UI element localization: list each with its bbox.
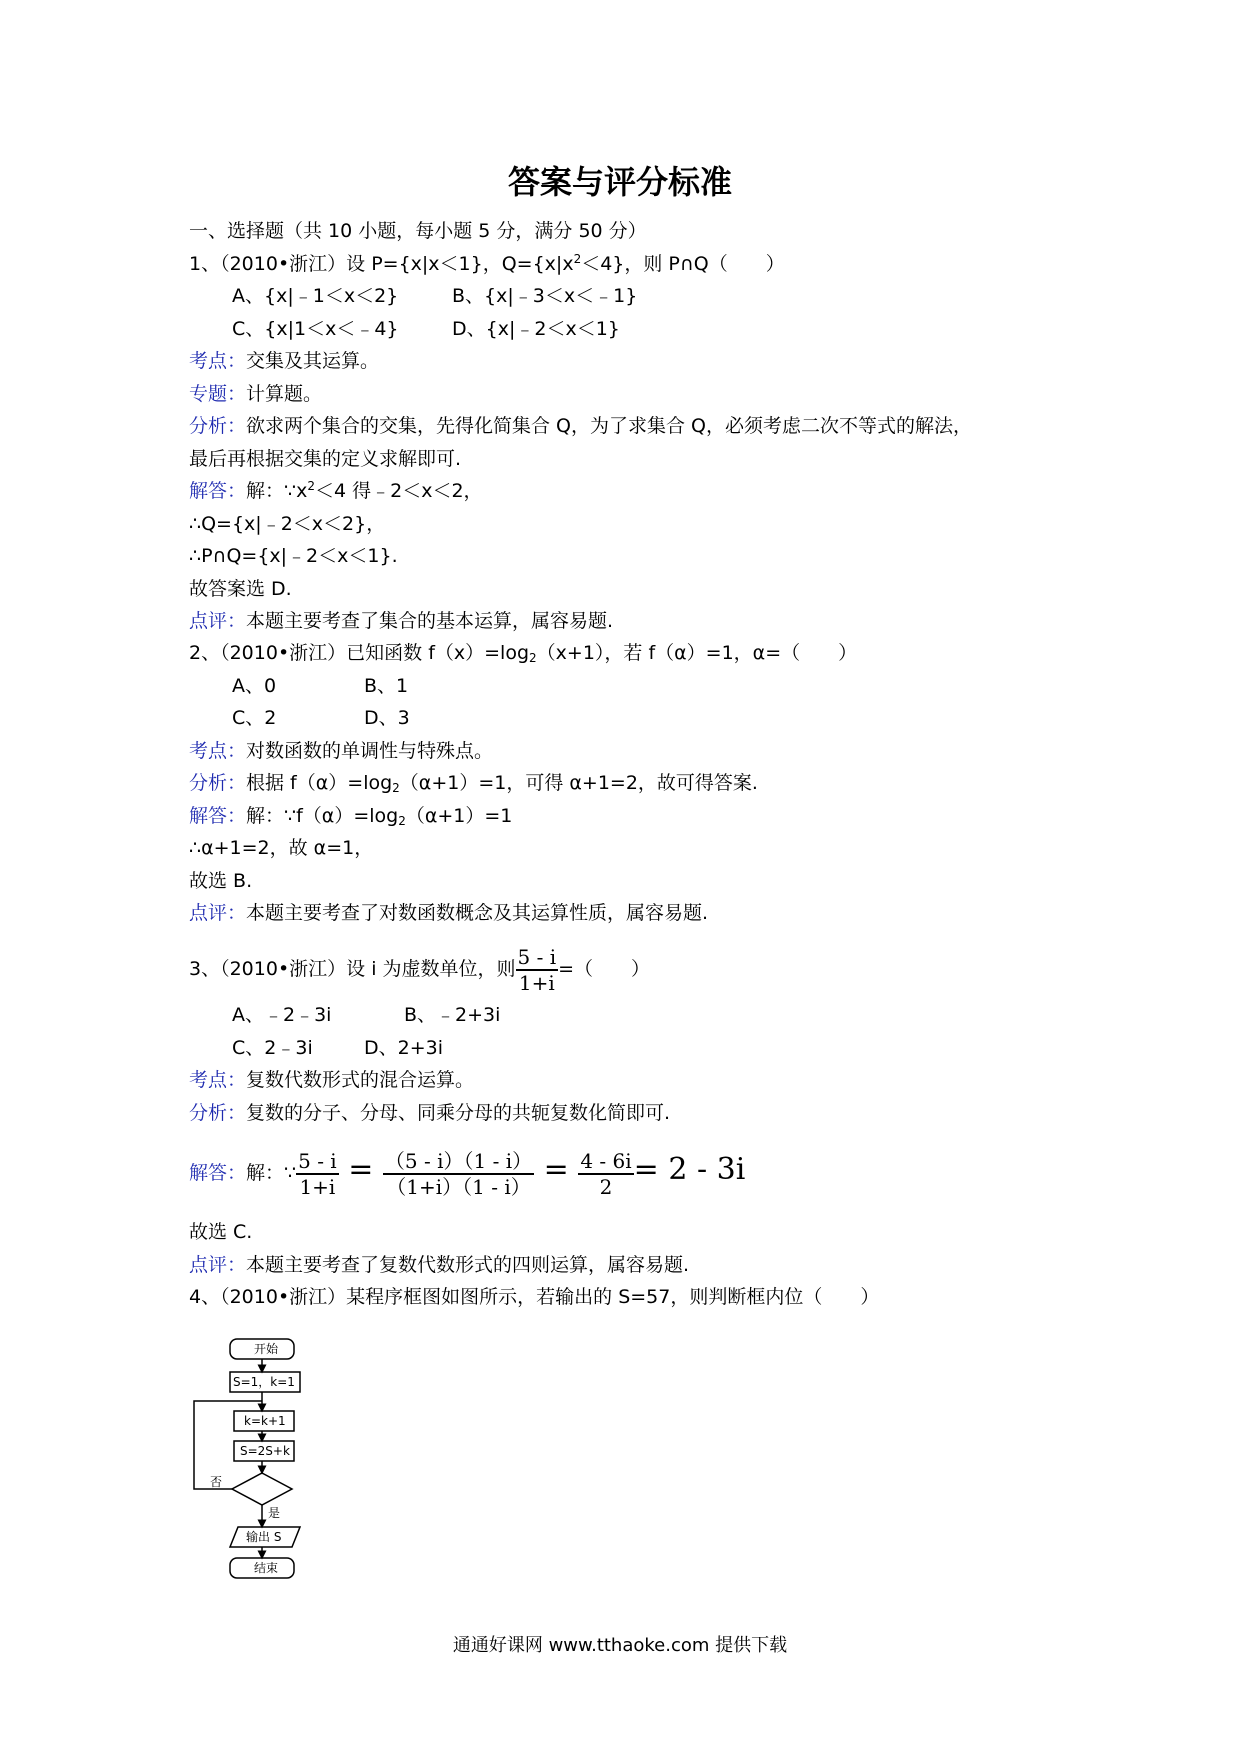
q1-jieda: 解答：解：$\because x^2<4$ 得﹣2＜x＜2，: [189, 479, 483, 502]
q3-result: = 2 - 3i: [633, 1152, 746, 1187]
q2-fenxi: 分析：根据 $f(\alpha)=\log_2(\alpha+1)=1$，可得 α+1=2，故可得答案.: [189, 772, 758, 795]
q3-option-b: B、﹣2+3i: [404, 1004, 501, 1026]
q1-stem: 1、（2010•浙江）设 P={x|x＜1}，$Q=\{x|x^2<4\}$，则 P∩Q（ ）: [189, 252, 785, 275]
q1-fenxi-cont: 最后再根据交集的定义求解即可.: [189, 448, 462, 470]
q2-option-c: C、2: [232, 707, 277, 729]
q1-option-b: B、{x|﹣3＜x＜﹣1}: [452, 285, 638, 307]
q4-stem: 4、（2010•浙江）某程序框图如图所示，若输出的 S=57，则判断框内位（ ）: [189, 1286, 880, 1308]
flow-yes-label: 是: [268, 1506, 281, 1520]
flow-end-label: 结束: [254, 1561, 279, 1575]
flow-step1-label: k=k+1: [244, 1414, 286, 1428]
flow-no-label: 否: [210, 1475, 223, 1489]
flow-decision-diamond: [232, 1473, 292, 1505]
q3-option-c: C、2﹣3i: [232, 1037, 313, 1059]
q3-fraction-3: $\frac{4 - 6i}{2}$: [580, 1148, 632, 1199]
q1-jieda-line3: ∴P∩Q={x|﹣2＜x＜1}.: [189, 545, 398, 567]
q2-option-a: A、0: [232, 675, 277, 697]
q1-jieda-line2: ∴Q={x|﹣2＜x＜2}，: [189, 513, 386, 535]
page-footer: 通通好课网 www.tthaoke.com 提供下载: [452, 1635, 788, 1656]
q3-stem-fraction: $\frac{5 - i}{1+i}$: [517, 944, 557, 995]
q3-option-d: D、2+3i: [364, 1037, 444, 1059]
flow-step2-label: S=2S+k: [240, 1444, 290, 1458]
q3-fraction-2: $\frac{(5 - i)(1 - i)}{(1+i)(1 - i)}$: [384, 1148, 533, 1199]
q2-dianping: 点评：本题主要考查了对数函数概念及其运算性质，属容易题.: [189, 902, 709, 924]
q2-jieda: 解答：解：$\because f(\alpha)=\log_2(\alpha+1)=1$: [189, 805, 513, 828]
q2-answer: 故选 B.: [189, 870, 253, 892]
q3-dianping: 点评：本题主要考查了复数代数形式的四则运算，属容易题.: [189, 1254, 690, 1276]
q1-answer: 故答案选 D.: [189, 578, 292, 600]
q3-stem: 3、（2010•浙江）设 i 为虚数单位，则 $\frac{5 - i}{1+i}$ =（ ）: [189, 944, 651, 995]
q1-zhuanti: 专题：计算题。: [189, 383, 323, 405]
q1-option-d: D、{x|﹣2＜x＜1}: [452, 318, 620, 340]
q3-answer: 故选 C.: [189, 1221, 253, 1243]
q3-fraction-1: $\frac{5 - i}{1+i}$: [298, 1148, 337, 1199]
q1-fenxi: 分析：欲求两个集合的交集，先得化简集合 Q，为了求集合 Q，必须考虑二次不等式的解法，: [189, 415, 973, 437]
q4-flowchart: [190, 1335, 320, 1595]
q2-kaodian: 考点：对数函数的单调性与特殊点。: [189, 740, 494, 762]
q1-dianping: 点评：本题主要考查了集合的基本运算，属容易题.: [189, 610, 614, 632]
q3-fenxi: 分析：复数的分子、分母、同乘分母的共轭复数化简即可.: [189, 1102, 671, 1124]
flow-start-label: 开始: [254, 1342, 279, 1356]
q1-kaodian: 考点：交集及其运算。: [189, 350, 380, 372]
q2-option-b: B、1: [364, 675, 409, 697]
flow-init-label: S=1，k=1: [233, 1375, 295, 1389]
q2-option-d: D、3: [364, 707, 410, 729]
section-heading: 一、选择题（共 10 小题，每小题 5 分，满分 50 分）: [189, 220, 647, 242]
q1-option-a: A、{x|﹣1＜x＜2}: [232, 285, 399, 307]
q3-option-a: A、﹣2﹣3i: [232, 1004, 332, 1026]
q3-kaodian: 考点：复数代数形式的混合运算。: [189, 1069, 475, 1091]
q2-stem: 2、（2010•浙江）已知函数 $f(x)=\log_2(x+1)$，若 f（α）=1，α=（ ）: [189, 642, 858, 665]
page-title: 答案与评分标准: [507, 163, 732, 201]
q2-jieda-line2: ∴α+1=2，故 α=1，: [189, 837, 374, 859]
q3-jieda: 解答：解：∵ $\frac{5 - i}{1+i}$ = $\frac{(5 - i)(1 - i)}{(1+i)(1 - i)}$ = $\frac{4 - 6i}{2}$ = 2 - 3i: [189, 1148, 746, 1199]
q1-option-c: C、{x|1＜x＜﹣4}: [232, 318, 399, 340]
flow-output-label: 输出 S: [246, 1530, 282, 1544]
